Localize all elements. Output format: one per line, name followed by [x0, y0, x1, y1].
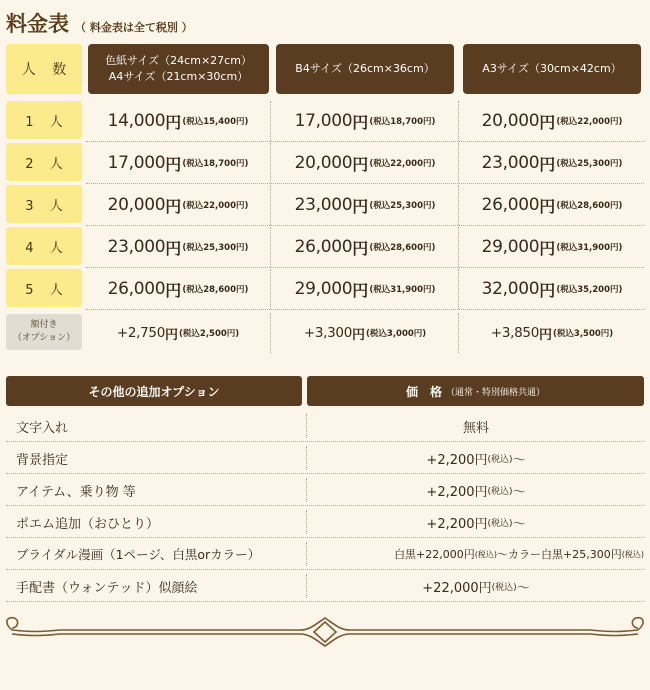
option-price-suffix: 〜: [512, 516, 526, 532]
price-cell: [86, 269, 271, 309]
people-count: 5 人: [6, 269, 82, 307]
yen-mark: 円: [165, 112, 182, 132]
tax-included: (税込28,600円): [556, 201, 623, 211]
tax-included: (税込28,600円): [182, 285, 249, 295]
people-header: 人 数: [6, 44, 82, 94]
tax-included: (税込25,300円): [556, 159, 623, 169]
option-price: [308, 506, 644, 538]
price-cell: [272, 227, 459, 267]
option-price-suffix: 〜: [516, 580, 530, 596]
tax-included: (税込22,000円): [369, 159, 436, 169]
frame-price-cell: [86, 313, 271, 353]
price-cell: [86, 227, 271, 267]
yen-mark: 円: [165, 238, 182, 258]
frame-option-row: [0, 313, 650, 353]
price-amount: 32,000: [481, 279, 540, 299]
tax-included: (税込28,600円): [369, 243, 436, 253]
tax-included: (税込22,000円): [556, 117, 623, 127]
option-row: [6, 570, 644, 602]
yen-mark: 円: [539, 112, 556, 132]
price-row: [0, 227, 650, 267]
yen-mark: 円: [352, 280, 369, 300]
option-price-value: 無料: [462, 420, 489, 436]
option-name: 背景指定: [16, 452, 69, 468]
column-header-b4: [276, 44, 454, 94]
price-row: [0, 143, 650, 183]
yen-mark: 円: [165, 196, 182, 216]
row-divider: [86, 267, 644, 268]
option-row: [6, 474, 644, 506]
left-scroll-icon: [7, 618, 18, 630]
yen-mark: 円: [539, 154, 556, 174]
option-row: [6, 506, 644, 538]
price-cell: [460, 269, 644, 309]
column-header-line2: A4サイズ（21cm×30cm）: [108, 70, 249, 83]
yen-mark: 円: [165, 327, 179, 343]
option-price: [308, 570, 644, 602]
option-name: アイテム、乗り物 等: [16, 484, 136, 500]
price-table-header: [0, 44, 650, 94]
price-amount: 23,000: [107, 237, 166, 257]
tax-included: (税込15,400円): [182, 117, 249, 127]
price-amount: 17,000: [294, 111, 353, 131]
yen-mark: 円: [352, 327, 366, 343]
option-header-left: その他の追加オプション: [6, 376, 302, 406]
tax-included: (税込31,900円): [556, 243, 623, 253]
option-price-suffix: 〜: [512, 452, 526, 468]
price-amount: 29,000: [294, 279, 353, 299]
row-divider: [86, 141, 644, 142]
price-amount: 20,000: [294, 153, 353, 173]
ornament-divider: [0, 608, 650, 648]
frame-option-label-line2: （オプション）: [12, 333, 76, 343]
tax-included: (税込31,900円): [369, 285, 436, 295]
option-price-tax: (税込): [487, 454, 513, 465]
yen-mark: 円: [539, 327, 553, 343]
yen-mark: 円: [165, 154, 182, 174]
price-amount: 17,000: [107, 153, 166, 173]
tax-included: (税込3,500円): [553, 329, 614, 339]
option-header-price: 価 格: [405, 384, 442, 399]
option-price: [308, 538, 644, 570]
people-count: 4 人: [6, 227, 82, 265]
price-amount: +2,750: [116, 325, 165, 341]
option-header-right: [307, 376, 644, 406]
price-cell: [460, 143, 644, 183]
option-price-suffix: 〜: [512, 484, 526, 500]
option-name: ブライダル漫画（1ページ、白黒orカラー）: [16, 547, 261, 562]
column-header-line1: A3サイズ（30cm×42cm）: [482, 62, 622, 75]
price-amount: 26,000: [294, 237, 353, 257]
tax-included: (税込25,300円): [369, 201, 436, 211]
title-text: 料金表: [6, 12, 69, 36]
price-cell: [272, 185, 459, 225]
column-divider: [306, 574, 307, 598]
people-count: 3 人: [6, 185, 82, 223]
price-cell: [86, 101, 271, 141]
yen-mark: 円: [539, 196, 556, 216]
people-count: 2 人: [6, 143, 82, 181]
option-price: [308, 474, 644, 506]
option-price: [308, 442, 644, 474]
column-divider: [306, 478, 307, 502]
price-cell: [86, 143, 271, 183]
option-price-value: +2,200円: [426, 452, 488, 468]
option-name: 手配書（ウォンテッド）似顔絵: [16, 580, 198, 596]
column-divider: [306, 446, 307, 470]
option-price: [308, 410, 644, 442]
column-divider: [306, 510, 307, 534]
price-amount: +3,300: [303, 325, 352, 341]
price-amount: 20,000: [107, 195, 166, 215]
option-price-tax: (税込): [487, 518, 513, 529]
option-name: ポエム追加（おひとり）: [16, 516, 160, 532]
option-price-value: +2,200円: [426, 484, 488, 500]
column-header-a3: [463, 44, 641, 94]
tax-included: (税込25,300円): [182, 243, 249, 253]
tax-included: (税込18,700円): [182, 159, 249, 169]
option-name: 文字入れ: [16, 420, 69, 436]
price-amount: 26,000: [107, 279, 166, 299]
price-amount: 23,000: [481, 153, 540, 173]
price-cell: [272, 101, 459, 141]
tax-included: (税込18,700円): [369, 117, 436, 127]
option-price-suffix: 〜カラー白黒+25,300円: [497, 548, 622, 561]
tax-included: (税込22,000円): [182, 201, 249, 211]
option-price-tax: (税込): [487, 486, 513, 497]
frame-option-label: [6, 314, 82, 350]
row-divider: [86, 309, 644, 310]
option-price-tax: (税込): [491, 582, 517, 593]
people-count: 1 人: [6, 101, 82, 139]
price-cell: [272, 269, 459, 309]
title-note: （ 料金表は全て税別 ）: [75, 21, 193, 34]
option-price-value: +2,200円: [426, 516, 488, 532]
yen-mark: 円: [165, 280, 182, 300]
option-price-tax: (税込): [474, 549, 498, 559]
tax-included: (税込35,200円): [556, 285, 623, 295]
price-amount: 14,000: [107, 111, 166, 131]
price-row: [0, 101, 650, 141]
price-amount: 26,000: [481, 195, 540, 215]
tax-included: (税込3,000円): [366, 329, 427, 339]
frame-option-label-line1: 額付き: [30, 320, 58, 330]
price-amount: 29,000: [481, 237, 540, 257]
column-divider: [306, 414, 307, 438]
option-row: [6, 442, 644, 474]
price-amount: +3,850: [490, 325, 539, 341]
price-row: [0, 185, 650, 225]
frame-price-cell: [460, 313, 644, 353]
yen-mark: 円: [352, 112, 369, 132]
price-cell: [460, 227, 644, 267]
frame-price-cell: [272, 313, 459, 353]
row-divider: [86, 225, 644, 226]
price-cell: [460, 101, 644, 141]
option-row: [6, 538, 644, 570]
option-row: [6, 410, 644, 442]
price-cell: [86, 185, 271, 225]
column-header-line1: 色紙サイズ（24cm×27cm）: [105, 54, 252, 67]
price-cell: [460, 185, 644, 225]
center-diamond-icon: [314, 622, 336, 642]
price-row: [0, 269, 650, 309]
right-scroll-icon: [632, 618, 643, 630]
column-divider: [306, 542, 307, 566]
price-amount: 23,000: [294, 195, 353, 215]
option-price-tax: (税込): [621, 549, 644, 559]
yen-mark: 円: [539, 238, 556, 258]
option-price-value: 白黒+22,000円: [394, 548, 475, 561]
price-amount: 20,000: [481, 111, 540, 131]
yen-mark: 円: [352, 154, 369, 174]
price-cell: [272, 143, 459, 183]
yen-mark: 円: [352, 196, 369, 216]
yen-mark: 円: [352, 238, 369, 258]
tax-included: (税込2,500円): [179, 329, 240, 339]
row-divider: [86, 183, 644, 184]
option-price-value: +22,000円: [422, 580, 492, 596]
yen-mark: 円: [539, 280, 556, 300]
column-header-line1: B4サイズ（26cm×36cm）: [295, 62, 435, 75]
column-header-shikishi-a4: [88, 44, 269, 94]
page-title: [6, 8, 193, 38]
option-header-note: （通常・特別価格共通）: [446, 387, 546, 398]
